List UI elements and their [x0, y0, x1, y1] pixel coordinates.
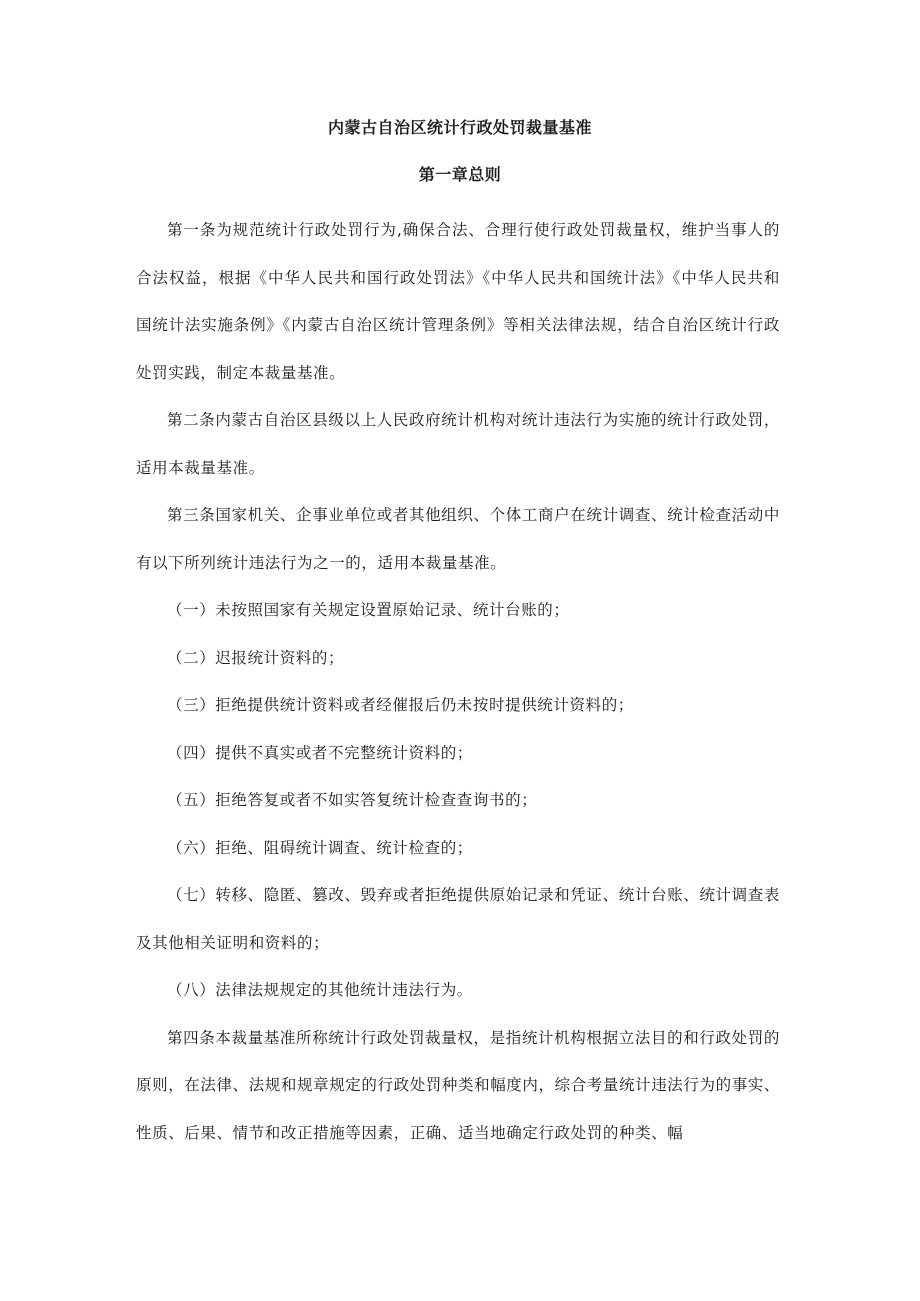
- article-3: 第三条国家机关、企事业单位或者其他组织、个体工商户在统计调查、统计检查活动中有以下所列统计违法行为之一的，适用本裁量基准。: [136, 506, 780, 572]
- list-item: （八）法律法规规定的其他统计违法行为。: [167, 981, 473, 999]
- list-item: （三）拒绝提供统计资料或者经催报后仍未按时提供统计资料的；: [167, 696, 634, 714]
- chapter-title: 第一章总则: [418, 165, 502, 184]
- document-title: 内蒙古自治区统计行政处罚裁量基准: [327, 118, 592, 137]
- article-1: 第一条为规范统计行政处罚行为,确保合法、合理行使行政处罚裁量权，维护当事人的合法权益，根据《中华人民共和国行政处罚法》《中华人民共和国统计法》《中华人民共和国统计法实施条例》《内蒙古自治区统计管理条例》等相关法律法规，结合自治区统计行政处罚实践，制定本裁量基准。: [136, 221, 780, 382]
- list-item: （五）拒绝答复或者不如实答复统计检查查询书的；: [167, 791, 538, 809]
- list-item: （七）转移、隐匿、篡改、毁弃或者拒绝提供原始记录和凭证、统计台账、统计调查表及其他相关证明和资料的；: [136, 886, 780, 952]
- document-body: [136, 207, 780, 1157]
- list-item: （四）提供不真实或者不完整统计资料的；: [167, 743, 473, 762]
- article-2: 第二条内蒙古自治区县级以上人民政府统计机构对统计违法行为实施的统计行政处罚，适用本裁量基准。: [136, 411, 780, 477]
- article-4: 第四条本裁量基准所称统计行政处罚裁量权，是指统计机构根据立法目的和行政处罚的原则，在法律、法规和规章规定的行政处罚种类和幅度内，综合考量统计违法行为的事实、性质、后果、情节和改正措施等因素，正确、适当地确定行政处罚的种类、幅: [136, 1028, 781, 1142]
- list-item: （一）未按照国家有关规定设置原始记录、统计台账的；: [167, 601, 570, 619]
- list-item: （二）迟报统计资料的；: [167, 648, 345, 667]
- list-item: （六）拒绝、阻碍统计调查、统计检查的；: [167, 838, 473, 857]
